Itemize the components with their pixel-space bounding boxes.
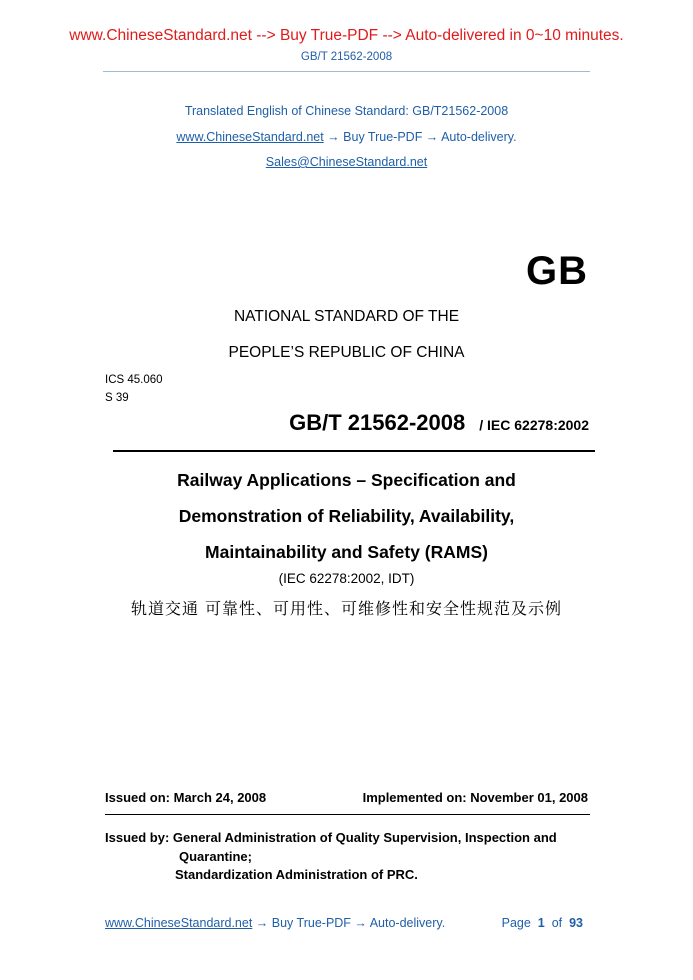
title-line-3: Maintainability and Safety (RAMS) xyxy=(205,542,488,562)
implemented-on-date: Implemented on: November 01, 2008 xyxy=(362,790,588,805)
s-code: S 39 xyxy=(105,392,129,404)
issued-by-line1: Issued by: General Administration of Quality Supervision, Inspection and xyxy=(105,830,557,845)
buy-note: → Buy True-PDF → Auto-delivery. xyxy=(323,130,517,144)
iec-reference: / IEC 62278:2002 xyxy=(479,417,589,433)
gb-logo: GB xyxy=(526,249,588,293)
title-rule xyxy=(113,450,595,452)
page-indicator xyxy=(502,916,583,930)
footer-links xyxy=(105,916,445,930)
page-current: 1 xyxy=(537,916,545,930)
translation-note: Translated English of Chinese Standard: GB/T21562-2008 xyxy=(184,104,509,118)
title-line-1: Railway Applications – Specification and xyxy=(177,470,516,490)
chinese-title: 轨道交通 可靠性、可用性、可维修性和安全性规范及示例 xyxy=(130,599,563,618)
issue-rule xyxy=(105,814,590,815)
translation-links xyxy=(0,130,693,144)
issued-by-line2: Quarantine; xyxy=(179,849,252,864)
issued-by-line3: Standardization Administration of PRC. xyxy=(175,867,418,882)
email-line xyxy=(0,155,693,169)
national-standard-line2: PEOPLE’S REPUBLIC OF CHINA xyxy=(228,344,465,361)
standard-number: GB/T 21562-2008 xyxy=(289,410,466,435)
footer-buy-note: → Buy True-PDF → Auto-delivery. xyxy=(252,916,446,930)
top-banner[interactable]: www.ChineseStandard.net --> Buy True-PDF --> Auto-delivered in 0~10 minutes. xyxy=(69,27,624,44)
national-standard-line1: NATIONAL STANDARD OF THE xyxy=(233,308,460,325)
header-standard-code: GB/T 21562-2008 xyxy=(300,51,393,63)
header-divider xyxy=(103,71,590,72)
email-link[interactable]: Sales@ChineseStandard.net xyxy=(265,155,428,169)
idt-reference: (IEC 62278:2002, IDT) xyxy=(278,571,415,586)
page-label: Page xyxy=(501,916,531,930)
standard-number-row xyxy=(289,410,589,436)
site-link[interactable]: www.ChineseStandard.net xyxy=(176,130,324,144)
ics-code: ICS 45.060 xyxy=(105,374,163,386)
footer-site-link[interactable]: www.ChineseStandard.net xyxy=(105,916,253,930)
page-total: 93 xyxy=(569,916,583,930)
title-line-2: Demonstration of Reliability, Availability, xyxy=(178,506,515,526)
page-of: of xyxy=(551,916,563,930)
issued-on-date: Issued on: March 24, 2008 xyxy=(105,790,267,805)
